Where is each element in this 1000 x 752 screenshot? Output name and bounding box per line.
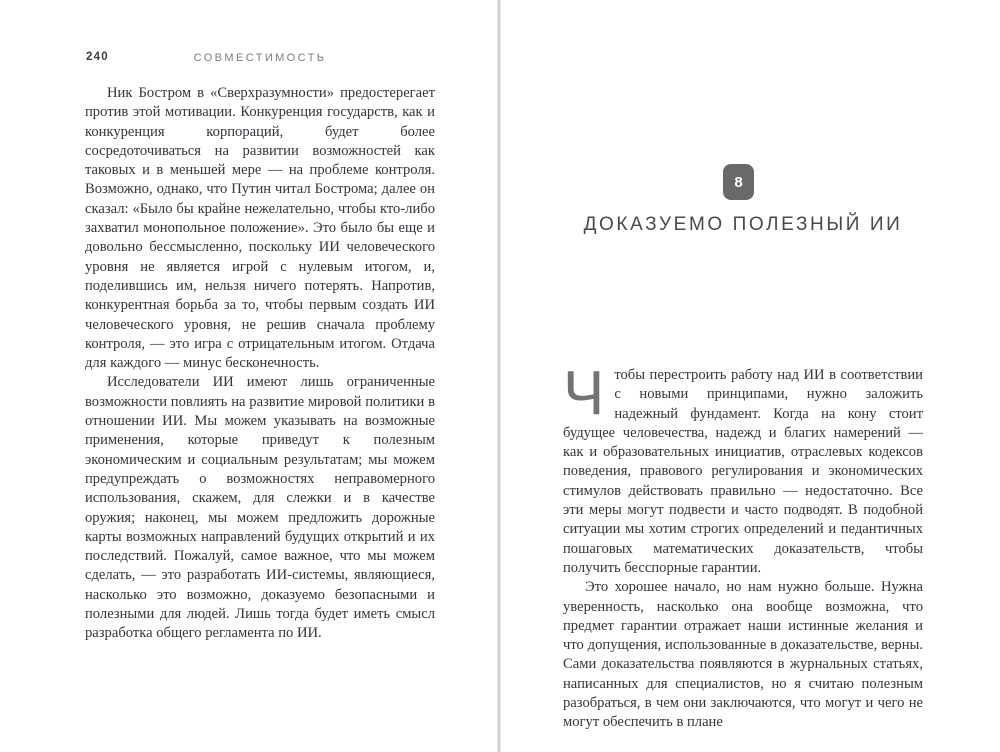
body-paragraph [563,359,923,578]
body-paragraph: Исследователи ИИ имеют лишь ограниченные возможности повлиять на развитие мировой политики в отношении ИИ. Мы можем указывать на возможные применения, которые приведут к полезным экономическим и социальным результатам; мы можем предупреждать о возможностях неправомерного использования, скажем, для слежки и в качестве оружия; наконец, мы можем предложить дорожные карты возможных направлений будущих открытий и их последствий. Пожалуй, самое важное, что мы можем сделать, — это разработать ИИ-системы, являющиеся, насколько это возможно, доказуемо безопасными и полезными для людей. Лишь тогда будет иметь смысл разработка общего регламента по ИИ. [85,374,435,642]
body-paragraph: Это хорошее начало, но нам нужно больше. Нужна уверенность, насколько она вообще возможна, что предмет гарантии отражает наши истинные желания и что допущения, использованные в доказательстве, верны. Сами доказательства появляются в журнальных статьях, написанных для специалистов, но я считаю полезным разобраться, в чем они заключаются, что могут и чего не могут обеспечить в плане [563,579,923,731]
spine-divider [497,0,501,752]
chapter-number-badge [723,164,754,200]
left-page-body [85,84,435,644]
chapter-number: 8 [734,173,743,191]
right-page-body [563,359,923,733]
page-number: 240 [86,51,109,63]
chapter-title: ДОКАЗУЕМО ПОЛЕЗНЫЙ ИИ [583,214,903,235]
paragraph-text: тобы перестроить работу над ИИ в соответствии с новыми принципами, нужно заложить надежный фундамент. Когда на кону стоит будущее человечества, надежд и благих намерений — как и образовательных инициатив, отраслевых кодексов поведения, правового регулирования и экономических стимулов действовать правильно — недостаточно. Все эти меры могут подвести и часто подводят. В подобной ситуации мы хотим строгих определений и педантичных пошаговых математических доказательств, чтобы получить бесспорные гарантии. [563,367,923,576]
drop-cap: Ч [563,359,605,428]
running-head: СОВМЕСТИМОСТЬ [193,52,327,64]
body-paragraph: Ник Бостром в «Сверхразумности» предостерегает против этой мотивации. Конкуренция государств, как и конкуренция корпораций, будет более сосредоточиваться на развитии возможностей как таковых и в меньшей мере — на проблеме контроля. Возможно, однако, что Путин читал Бострома; далее он сказал: «Было бы крайне нежелательно, чтобы кто-либо захватил монопольное положение». Это было бы еще и довольно бессмысленно, поскольку ИИ человеческого уровня не является игрой с нулевым итогом, и, поделившись им, нельзя ничего потерять. Напротив, конкурентная борьба за то, чтобы первым создать ИИ человеческого уровня, не решив сначала проблему контроля, — это игра с отрицательным итогом. Отдача для каждого — минус бесконечность. [85,85,435,372]
